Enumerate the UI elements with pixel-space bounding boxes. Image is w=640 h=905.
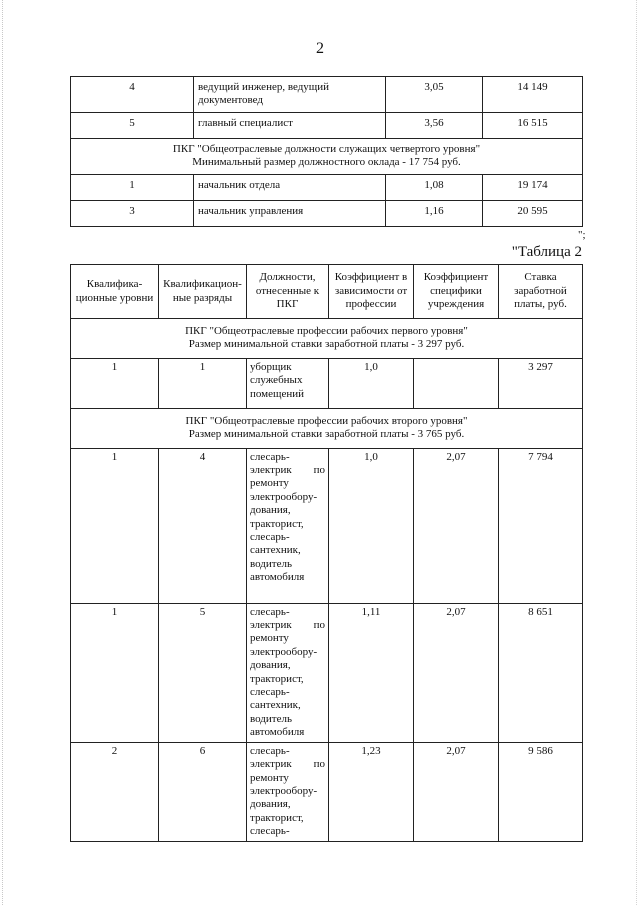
coefficient: 1,08 xyxy=(386,174,483,200)
qualification-grade: 5 xyxy=(159,603,247,742)
specificity-coefficient: 2,07 xyxy=(414,603,499,742)
group-header-row xyxy=(71,408,583,448)
specificity-coefficient xyxy=(414,358,499,408)
wage-rate: 7 794 xyxy=(499,448,583,603)
specificity-coefficient: 2,07 xyxy=(414,742,499,841)
wage-rate: 8 651 xyxy=(499,603,583,742)
table-header-row xyxy=(71,265,583,319)
qualification-level: 4 xyxy=(71,77,194,113)
position-name: начальник управления xyxy=(194,200,386,226)
profession-coefficient: 1,23 xyxy=(329,742,414,841)
position-name: ведущий инженер, ведущий документовед xyxy=(194,77,386,113)
scan-edge-left xyxy=(2,0,4,905)
group-title: ПКГ "Общеотраслевые профессии рабочих первого уровня" xyxy=(185,325,468,337)
salary: 16 515 xyxy=(483,112,583,138)
header-wage-rate: Ставка заработной платы, руб. xyxy=(499,265,583,319)
table-caption: "Таблица 2 xyxy=(511,244,582,260)
table-row xyxy=(71,448,583,603)
header-specificity-coefficient: Коэффициент специфики учреждения xyxy=(414,265,499,319)
qualification-grade: 4 xyxy=(159,448,247,603)
table-row xyxy=(71,77,583,113)
position-name: главный специалист xyxy=(194,112,386,138)
position-name: слесарь-электрик по ремонту электрообору-дования, тракторист, слесарь-сантехник, водитель автомобиля xyxy=(247,603,329,742)
header-qualification-levels: Квалифика-ционные уровни xyxy=(71,265,159,319)
coefficient: 3,05 xyxy=(386,77,483,113)
coefficient: 1,16 xyxy=(386,200,483,226)
qualification-grade: 1 xyxy=(159,358,247,408)
position-name: слесарь-электрик по ремонту электрообору-дования, тракторист, слесарь- xyxy=(247,742,329,841)
qualification-level: 3 xyxy=(71,200,194,226)
page-number: 2 xyxy=(316,40,324,57)
qualification-grade: 6 xyxy=(159,742,247,841)
salary: 19 174 xyxy=(483,174,583,200)
salary: 20 595 xyxy=(483,200,583,226)
table-row xyxy=(71,200,583,226)
group-min-rate: Размер минимальной ставки заработной платы - 3 765 руб. xyxy=(188,428,465,441)
header-qualification-grades: Квалификацион-ные разряды xyxy=(159,265,247,319)
qualification-level: 1 xyxy=(71,174,194,200)
closing-quote: "; xyxy=(578,229,586,241)
qualification-level: 1 xyxy=(71,358,159,408)
profession-coefficient: 1,0 xyxy=(329,358,414,408)
group-header-row xyxy=(71,319,583,359)
group-min-salary: Минимальный размер должностного оклада - 17 754 руб. xyxy=(192,156,461,169)
position-name: начальник отдела xyxy=(194,174,386,200)
workers-rate-table xyxy=(70,264,583,842)
table-row xyxy=(71,358,583,408)
group-title: ПКГ "Общеотраслевые должности служащих четвертого уровня" xyxy=(172,142,481,155)
salary: 14 149 xyxy=(483,77,583,113)
wage-rate: 9 586 xyxy=(499,742,583,841)
group-header xyxy=(71,408,583,448)
qualification-level: 5 xyxy=(71,112,194,138)
profession-coefficient: 1,11 xyxy=(329,603,414,742)
specificity-coefficient: 2,07 xyxy=(414,448,499,603)
group-header xyxy=(71,319,583,359)
qualification-level: 2 xyxy=(71,742,159,841)
header-profession-coefficient: Коэффициент в зависимости от профессии xyxy=(329,265,414,319)
group-title: ПКГ "Общеотраслевые профессии рабочих второго уровня" xyxy=(185,414,468,427)
position-name: уборщик служебных помещений xyxy=(247,358,329,408)
group-header xyxy=(71,138,583,174)
scan-edge-right xyxy=(636,0,638,905)
wage-rate: 3 297 xyxy=(499,358,583,408)
header-positions: Должности, отнесенные к ПКГ xyxy=(247,265,329,319)
table-row xyxy=(71,603,583,742)
salary-table-continued xyxy=(70,76,583,227)
table-row xyxy=(71,174,583,200)
table-row xyxy=(71,742,583,841)
position-name: слесарь-электрик по ремонту электрообору-дования, тракторист, слесарь-сантехник, водитель автомобиля xyxy=(247,448,329,603)
table-row xyxy=(71,112,583,138)
group-header-row xyxy=(71,138,583,174)
qualification-level: 1 xyxy=(71,603,159,742)
coefficient: 3,56 xyxy=(386,112,483,138)
qualification-level: 1 xyxy=(71,448,159,603)
profession-coefficient: 1,0 xyxy=(329,448,414,603)
group-min-rate: Размер минимальной ставки заработной платы - 3 297 руб. xyxy=(188,338,465,351)
